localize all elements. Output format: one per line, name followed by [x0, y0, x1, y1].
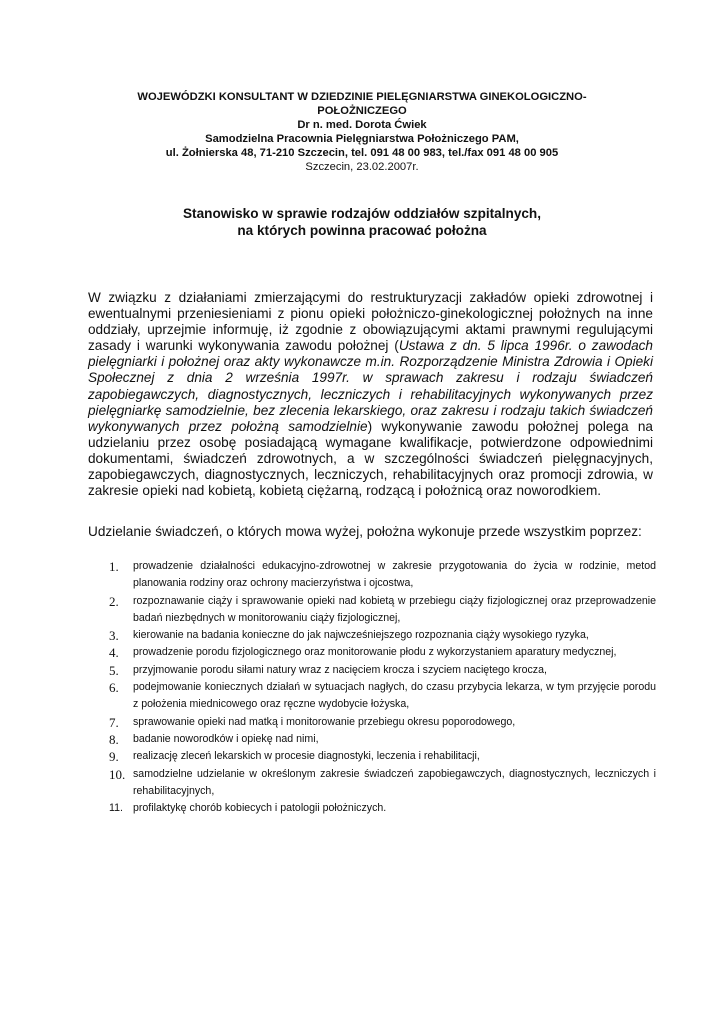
body-intro: W związku z działaniami zmierzającymi do restrukturyzacji zakładów opieki zdrowotnej i ewentualnymi przeniesieniami z pionu opieki położniczo-ginekologicznej położnych na inne oddziały, uprzejmie informuję, iż zgodnie z obowiązującymi aktami prawnymi regulującymi zasady i warunki wykonywania zawodu położnej ( — [88, 290, 653, 354]
list-item-text: przyjmowanie porodu siłami natury wraz z nacięciem krocza i szyciem naciętego krocza, — [133, 663, 547, 676]
list-item-number: 10. — [109, 766, 126, 782]
list-item-text: prowadzenie porodu fizjologicznego oraz monitorowanie płodu z wykorzystaniem aparatury medycznej, — [133, 646, 617, 659]
list-item-text: prowadzenie działalności edukacyjno-zdrowotnej w zakresie przygotowania do życia w rodzinie, metod planowania rodziny oraz ochrony macierzyństwa i ojcostwa, — [133, 560, 656, 590]
list-item-number: 1. — [109, 559, 119, 574]
list-item-text: profilaktykę chorób kobiecych i patologii położniczych. — [133, 802, 387, 815]
list-item-text: samodzielne udzielanie w określonym zakresie świadczeń zapobiegawczych, diagnostycznych, leczniczych i rehabilitacyjnych, — [133, 767, 656, 797]
list-item-text: podejmowanie koniecznych działań w sytuacjach nagłych, do czasu przybycia lekarza, w tym przyjęcie porodu z położenia miednicowego oraz ręczne wydobycie łożyska, — [133, 681, 656, 711]
midwife-tasks-list — [88, 558, 656, 817]
list-lead-in: Udzielanie świadczeń, o których mowa wyżej, położna wykonuje przede wszystkim poprzez: — [88, 524, 642, 539]
list-item-number: 2. — [109, 593, 119, 609]
body-paragraph — [88, 290, 653, 499]
letterhead-author: Dr n. med. Dorota Ćwiek — [297, 119, 427, 131]
document-title-line2: na których powinna pracować położna — [237, 223, 487, 238]
list-item-number: 5. — [109, 662, 119, 678]
list-item — [88, 766, 656, 801]
list-item-text: rozpoznawanie ciąży i sprawowanie opieki nad kobietą w przebiegu ciąży fizjologicznej oraz przeprowadzenie badań niezbędnych w monitorowaniu ciąży fizjologicznej, — [133, 594, 656, 624]
list-item — [88, 627, 656, 644]
list-item — [88, 748, 656, 765]
list-item-number: 3. — [109, 628, 119, 644]
list-item — [88, 662, 656, 679]
letterhead-institution: Samodzielna Pracownia Pielęgniarstwa Położniczego PAM, — [205, 133, 519, 145]
list-item — [88, 593, 656, 628]
list-item — [88, 558, 656, 593]
letter-date: Szczecin, 23.02.2007r. — [305, 161, 419, 173]
list-item-text: badanie noworodków i opiekę nad nimi, — [133, 732, 319, 745]
document-title — [110, 205, 614, 239]
list-item-number: 11. — [109, 802, 123, 815]
list-item-text: kierowanie na badania konieczne do jak najwcześniejszego rozpoznania ciąży wysokiego ryzyka, — [133, 629, 589, 642]
list-item-text: realizację zleceń lekarskich w procesie diagnostyki, leczenia i rehabilitacji, — [133, 750, 480, 763]
list-item — [88, 800, 656, 817]
document-title-line1: Stanowisko w sprawie rodzajów oddziałów szpitalnych, — [182, 206, 542, 221]
letterhead-title-line1: WOJEWÓDZKI KONSULTANT W DZIEDZINIE PIELĘGNIARSTWA GINEKOLOGICZNO- — [137, 91, 587, 103]
list-item-number: 7. — [109, 714, 119, 730]
letterhead — [110, 90, 614, 174]
legal-citation: Ustawa z dn. 5 lipca 1996r. o zawodach pielęgniarki i położnej oraz akty wykonawcze m.in. Rozporządzenie Ministra Zdrowia i Opieki Społecznej z dnia 2 września 1997r. w sprawach zakresu i rodzaju świadczeń zapobiegawczych, diagnostycznych, leczniczych i rehabilitacyjnych wykonywanych przez pielęgniarkę samodzielnie, bez zlecenia lekarskiego, oraz zakresu i rodzaju takich świadczeń wykonywanych przez położną samodzielnie — [88, 338, 653, 434]
list-item-number: 4. — [109, 645, 119, 661]
list-item — [88, 731, 656, 748]
list-item — [88, 714, 656, 731]
list-item-text: sprawowanie opieki nad matką i monitorowanie przebiegu okresu poporodowego, — [133, 715, 516, 728]
list-item-number: 8. — [109, 731, 119, 747]
body-continuation: ) wykonywanie zawodu położnej polega na udzielaniu przez osobę posiadającą wymagane kwalifikacje, potwierdzone odpowiednimi dokumentami, świadczeń zdrowotnych, a w szczególności świadczeń pielęgnacyjnych, zapobiegawczych, diagnostycznych, leczniczych, rehabilitacyjnych oraz promocji zdrowia, w zakresie opieki nad kobietą, kobietą ciężarną, rodzącą i położnicą oraz noworodkiem. — [88, 418, 653, 499]
list-item — [88, 644, 656, 661]
list-item-number: 6. — [109, 680, 119, 696]
list-item-number: 9. — [109, 749, 119, 765]
letterhead-address: ul. Żołnierska 48, 71-210 Szczecin, tel. 091 48 00 983, tel./fax 091 48 00 905 — [165, 147, 559, 159]
letterhead-title-line2: POŁOŻNICZEGO — [317, 105, 407, 117]
list-item — [88, 679, 656, 714]
